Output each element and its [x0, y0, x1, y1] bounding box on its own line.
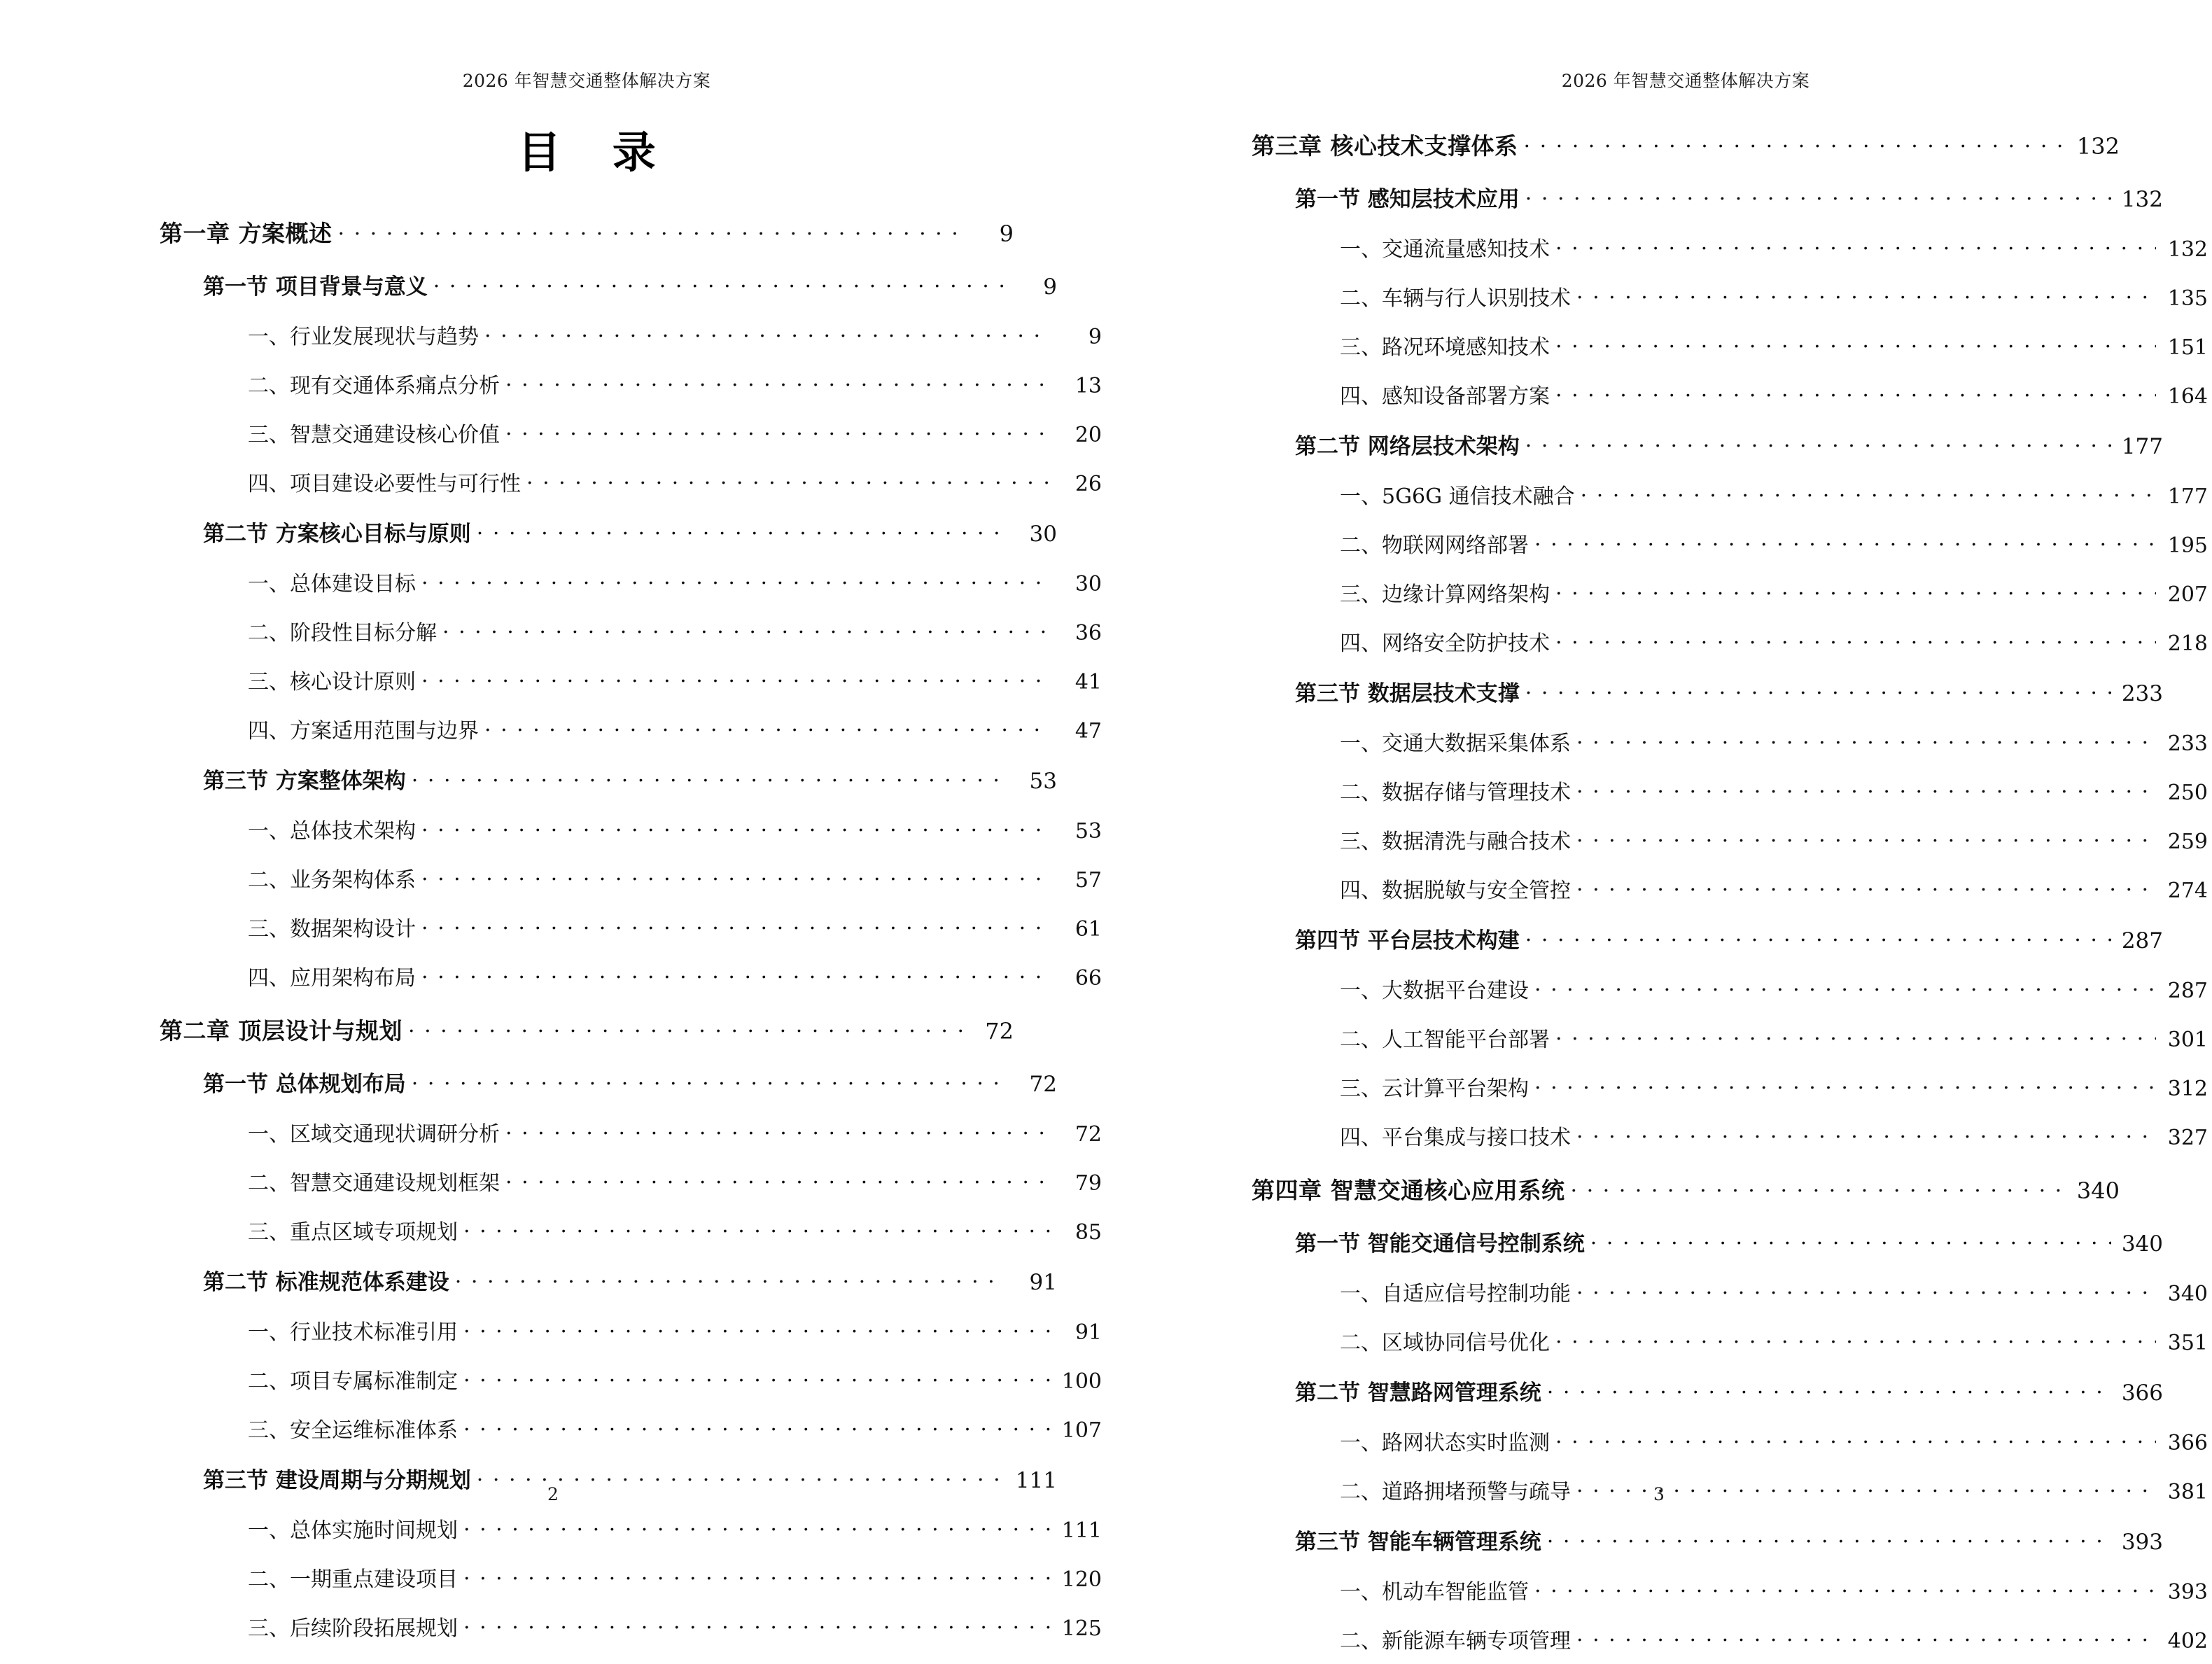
toc-entry-label: 三、数据清洗与融合技术	[1340, 830, 1571, 854]
toc-entry-sub[interactable]	[248, 409, 1102, 458]
toc-entry-label: 一、区域交通现状调研分析	[248, 1122, 500, 1147]
toc-entry-label: 第一节 项目背景与意义	[203, 274, 428, 300]
toc-entry-page-number: 274	[2167, 879, 2208, 903]
toc-entry-page-number: 287	[2167, 979, 2208, 1003]
dot-leader	[338, 218, 962, 242]
folio-left: 2	[547, 1484, 559, 1504]
toc-entry-page-number: 132	[2167, 237, 2208, 262]
toc-entry-label: 四、数据脱敏与安全管控	[1340, 879, 1571, 903]
page-right	[1106, 0, 2212, 1653]
dot-leader	[1525, 432, 2111, 454]
toc-entry-page-number: 366	[2121, 1380, 2163, 1406]
toc-entry-page-number: 125	[1061, 1616, 1102, 1641]
dot-leader	[1576, 1627, 2156, 1648]
toc-entry-label: 第一节 智能交通信号控制系统	[1295, 1231, 1585, 1257]
toc-entry-section[interactable]	[203, 754, 1057, 805]
dot-leader	[1555, 1429, 2156, 1450]
toc-entry-page-number: 250	[2167, 781, 2208, 805]
dot-leader	[1555, 1026, 2156, 1047]
toc-entry-label: 第三节 智能车辆管理系统	[1295, 1530, 1541, 1555]
toc-entry-page-number: 312	[2167, 1077, 2208, 1101]
dot-leader	[1525, 926, 2111, 948]
toc-entry-label: 三、数据架构设计	[248, 917, 416, 942]
toc-entry-page-number: 402	[2167, 1629, 2208, 1653]
dot-leader	[455, 1268, 1005, 1289]
toc-entry-sub[interactable]	[248, 1108, 1102, 1157]
toc-entry-label: 二、道路拥堵预警与疏导	[1340, 1480, 1571, 1504]
toc-entry-page-number: 41	[1074, 670, 1102, 694]
running-head-left: 2026 年智慧交通整体解决方案	[462, 71, 711, 91]
toc-entry-label: 二、物联网网络部署	[1340, 533, 1529, 558]
toc-list-right	[1252, 92, 2208, 1664]
toc-entry-page-number: 61	[1074, 917, 1102, 942]
dot-leader	[505, 1169, 1050, 1190]
toc-entry-page-number: 327	[2167, 1126, 2208, 1150]
toc-entry-label: 第四章 智慧交通核心应用系统	[1252, 1177, 1565, 1204]
dot-leader	[412, 767, 1005, 788]
dot-leader	[442, 619, 1050, 640]
dot-leader	[1555, 382, 2156, 403]
toc-entry-label: 三、边缘计算网络架构	[1340, 582, 1550, 607]
toc-entry-label: 一、总体建设目标	[248, 572, 416, 596]
toc-entry-sub[interactable]	[1340, 568, 2208, 617]
toc-entry-chapter[interactable]	[1252, 116, 2120, 172]
dot-leader	[463, 1416, 1050, 1437]
dot-leader	[421, 570, 1050, 591]
toc-entry-page-number: 151	[2167, 335, 2208, 360]
dot-leader	[421, 964, 1050, 985]
toc-entry-page-number: 53	[1074, 819, 1102, 844]
toc-entry-label: 四、应用架构布局	[248, 966, 416, 991]
toc-entry-label: 一、交通流量感知技术	[1340, 237, 1550, 262]
toc-entry-sub[interactable]	[248, 1157, 1102, 1206]
toc-entry-sub[interactable]	[248, 311, 1102, 360]
toc-entry-label: 第三节 建设周期与分期规划	[203, 1468, 471, 1493]
toc-entry-label: 第一章 方案概述	[160, 220, 332, 247]
toc-entry-sub[interactable]	[1340, 1417, 2208, 1466]
toc-entry-sub[interactable]	[248, 607, 1102, 656]
toc-entry-sub[interactable]	[248, 1504, 1102, 1553]
toc-entry-label: 二、项目专属标准制定	[248, 1369, 458, 1394]
toc-entry-sub[interactable]	[248, 952, 1102, 1001]
toc-entry-page-number: 72	[985, 1018, 1014, 1044]
dot-leader	[1534, 977, 2156, 998]
toc-entry-page-number: 135	[2167, 286, 2208, 311]
toc-entry-section[interactable]	[203, 507, 1057, 558]
toc-entry-section[interactable]	[1295, 172, 2163, 223]
toc-entry-page-number: 340	[2121, 1231, 2163, 1257]
toc-entry-sub[interactable]	[1340, 965, 2208, 1014]
toc-entry-section[interactable]	[1295, 1217, 2163, 1268]
toc-entry-sub[interactable]	[248, 1355, 1102, 1404]
toc-entry-page-number: 91	[1074, 1320, 1102, 1345]
folio-right: 3	[1653, 1484, 1665, 1504]
toc-entry-page-number: 85	[1074, 1220, 1102, 1245]
toc-entry-chapter[interactable]	[160, 1001, 1014, 1057]
dot-leader	[1547, 1378, 2111, 1400]
toc-entry-page-number: 100	[1061, 1369, 1102, 1394]
toc-entry-label: 第二章 顶层设计与规划	[160, 1017, 402, 1044]
dot-leader	[463, 1565, 1050, 1586]
dot-leader	[463, 1218, 1050, 1239]
dot-leader	[421, 817, 1050, 838]
toc-entry-page-number: 340	[2076, 1177, 2120, 1204]
dot-leader	[1525, 679, 2111, 701]
dot-leader	[1555, 235, 2156, 256]
toc-entry-page-number: 9	[999, 221, 1014, 247]
toc-entry-sub[interactable]	[1340, 767, 2208, 816]
toc-entry-label: 一、行业发展现状与趋势	[248, 325, 479, 349]
toc-entry-label: 三、核心设计原则	[248, 670, 416, 694]
dot-leader	[484, 717, 1050, 738]
toc-entry-label: 四、网络安全防护技术	[1340, 631, 1550, 656]
toc-entry-page-number: 53	[1029, 769, 1057, 794]
toc-entry-page-number: 195	[2167, 533, 2208, 558]
toc-entry-page-number: 30	[1074, 572, 1102, 596]
dot-leader	[1576, 876, 2156, 897]
toc-entry-sub[interactable]	[1340, 370, 2208, 419]
toc-entry-label: 二、车辆与行人识别技术	[1340, 286, 1571, 311]
toc-entry-label: 三、智慧交通建设核心价值	[248, 423, 500, 447]
toc-entry-sub[interactable]	[1340, 321, 2208, 370]
dot-leader	[1555, 629, 2156, 650]
toc-entry-label: 二、区域协同信号优化	[1340, 1331, 1550, 1355]
dot-leader	[463, 1614, 1050, 1635]
toc-entry-sub[interactable]	[248, 656, 1102, 705]
toc-entry-page-number: 177	[2167, 484, 2208, 509]
toc-entry-sub[interactable]	[1340, 617, 2208, 666]
toc-entry-label: 一、交通大数据采集体系	[1340, 732, 1571, 756]
dot-leader	[505, 1120, 1050, 1141]
dot-leader	[1576, 827, 2156, 848]
toc-entry-label: 四、平台集成与接口技术	[1340, 1126, 1571, 1150]
toc-entry-sub[interactable]	[248, 1553, 1102, 1602]
toc-entry-page-number: 177	[2121, 434, 2163, 459]
toc-entry-page-number: 233	[2121, 681, 2163, 706]
dot-leader	[433, 272, 1005, 294]
toc-entry-page-number: 301	[2167, 1028, 2208, 1052]
toc-entry-page-number: 351	[2167, 1331, 2208, 1355]
toc-entry-label: 四、方案适用范围与边界	[248, 719, 479, 743]
toc-entry-page-number: 20	[1074, 423, 1102, 447]
dot-leader	[1576, 284, 2156, 305]
toc-entry-sub[interactable]	[1340, 865, 2208, 914]
toc-entry-sub[interactable]	[1340, 1317, 2208, 1366]
toc-entry-page-number: 233	[2167, 732, 2208, 756]
toc-entry-label: 三、路况环境感知技术	[1340, 335, 1550, 360]
toc-entry-page-number: 393	[2121, 1530, 2163, 1555]
toc-entry-page-number: 13	[1074, 374, 1102, 398]
toc-entry-page-number: 287	[2121, 928, 2163, 953]
dot-leader	[484, 323, 1050, 344]
dot-leader	[477, 519, 1005, 541]
dot-leader	[505, 421, 1050, 442]
toc-entry-section[interactable]	[203, 1057, 1057, 1108]
dot-leader	[412, 1070, 1005, 1091]
toc-entry-sub[interactable]	[248, 805, 1102, 854]
toc-entry-page-number: 340	[2167, 1282, 2208, 1306]
toc-entry-page-number: 120	[1061, 1567, 1102, 1592]
toc-entry-label: 一、行业技术标准引用	[248, 1320, 458, 1345]
toc-entry-label: 二、人工智能平台部署	[1340, 1028, 1550, 1052]
toc-entry-page-number: 107	[1061, 1418, 1102, 1443]
toc-entry-section[interactable]	[1295, 1515, 2163, 1566]
toc-entry-label: 一、大数据平台建设	[1340, 979, 1529, 1003]
dot-leader	[1547, 1527, 2111, 1549]
toc-entry-chapter[interactable]	[160, 204, 1014, 260]
toc-entry-section[interactable]	[1295, 914, 2163, 965]
toc-entry-page-number: 57	[1074, 868, 1102, 893]
dot-leader	[421, 668, 1050, 689]
toc-entry-sub[interactable]	[1340, 470, 2208, 519]
toc-entry-sub[interactable]	[248, 854, 1102, 903]
dot-leader	[1576, 1280, 2156, 1301]
toc-entry-sub[interactable]	[248, 705, 1102, 754]
toc-entry-page-number: 26	[1074, 472, 1102, 496]
toc-entry-page-number: 66	[1074, 966, 1102, 991]
toc-entry-sub[interactable]	[248, 360, 1102, 409]
dot-leader	[463, 1367, 1050, 1388]
toc-entry-sub[interactable]	[1340, 1615, 2208, 1664]
dot-leader	[1576, 778, 2156, 799]
toc-entry-page-number: 47	[1074, 719, 1102, 743]
toc-entry-label: 第二节 智慧路网管理系统	[1295, 1380, 1541, 1406]
toc-entry-label: 第三节 数据层技术支撑	[1295, 681, 1520, 706]
toc-entry-label: 三、安全运维标准体系	[248, 1418, 458, 1443]
toc-entry-sub[interactable]	[1340, 718, 2208, 767]
toc-entry-sub[interactable]	[1340, 1112, 2208, 1161]
toc-entry-sub[interactable]	[1340, 1063, 2208, 1112]
toc-entry-label: 四、感知设备部署方案	[1340, 384, 1550, 409]
toc-entry-page-number: 72	[1074, 1122, 1102, 1147]
toc-entry-page-number: 9	[1043, 274, 1057, 300]
toc-entry-chapter[interactable]	[1252, 1161, 2120, 1217]
toc-entry-label: 三、重点区域专项规划	[248, 1220, 458, 1245]
toc-entry-page-number: 164	[2167, 384, 2208, 409]
toc-entry-sub[interactable]	[248, 1602, 1102, 1651]
dot-leader	[1571, 1175, 2068, 1198]
toc-entry-sub[interactable]	[1340, 1014, 2208, 1063]
toc-entry-label: 四、项目建设必要性与可行性	[248, 472, 521, 496]
toc-entry-sub[interactable]	[1340, 816, 2208, 865]
toc-entry-page-number: 132	[2121, 187, 2163, 212]
toc-entry-sub[interactable]	[1340, 272, 2208, 321]
toc-entry-label: 三、后续阶段拓展规划	[248, 1616, 458, 1641]
toc-entry-label: 一、机动车智能监管	[1340, 1580, 1529, 1604]
toc-entry-page-number: 111	[1061, 1518, 1102, 1543]
toc-entry-page-number: 207	[2167, 582, 2208, 607]
dot-leader	[421, 915, 1050, 936]
toc-entry-label: 一、自适应信号控制功能	[1340, 1282, 1571, 1306]
toc-entry-label: 第三章 核心技术支撑体系	[1252, 132, 1518, 160]
page-left	[0, 0, 1106, 1641]
toc-entry-label: 一、总体技术架构	[248, 819, 416, 844]
toc-entry-sub[interactable]	[248, 1404, 1102, 1453]
dot-leader	[1555, 1329, 2156, 1350]
toc-entry-page-number: 381	[2167, 1480, 2208, 1504]
toc-entry-page-number: 72	[1029, 1072, 1057, 1097]
toc-entry-label: 二、业务架构体系	[248, 868, 416, 893]
toc-entry-page-number: 259	[2167, 830, 2208, 854]
toc-entry-page-number: 111	[1015, 1468, 1057, 1493]
dot-leader	[1590, 1229, 2111, 1251]
toc-entry-page-number: 366	[2167, 1431, 2208, 1455]
toc-entry-label: 第四节 平台层技术构建	[1295, 928, 1520, 953]
toc-entry-sub[interactable]	[248, 903, 1102, 952]
toc-entry-page-number: 79	[1074, 1171, 1102, 1196]
toc-entry-label: 二、新能源车辆专项管理	[1340, 1629, 1571, 1653]
dot-leader	[1534, 1578, 2156, 1599]
toc-entry-label: 二、阶段性目标分解	[248, 621, 437, 645]
toc-entry-label: 三、云计算平台架构	[1340, 1077, 1529, 1101]
toc-entry-label: 二、数据存储与管理技术	[1340, 781, 1571, 805]
toc-entry-sub[interactable]	[248, 1306, 1102, 1355]
dot-leader	[1555, 580, 2156, 601]
toc-entry-page-number: 218	[2167, 631, 2208, 656]
toc-entry-page-number: 91	[1029, 1270, 1057, 1295]
toc-entry-sub[interactable]	[1340, 1268, 2208, 1317]
toc-entry-section[interactable]	[203, 260, 1057, 311]
dot-leader	[1581, 482, 2156, 503]
toc-entry-page-number: 132	[2076, 133, 2120, 160]
toc-entry-sub[interactable]	[1340, 519, 2208, 568]
toc-entry-page-number: 393	[2167, 1580, 2208, 1604]
toc-entry-label: 第二节 标准规范体系建设	[203, 1270, 449, 1295]
dot-leader	[421, 866, 1050, 887]
dot-leader	[1555, 333, 2156, 354]
dot-leader	[1534, 1075, 2156, 1096]
toc-entry-label: 一、总体实施时间规划	[248, 1518, 458, 1543]
toc-entry-sub[interactable]	[248, 558, 1102, 607]
toc-entry-section[interactable]	[1295, 1366, 2163, 1417]
toc-entry-sub[interactable]	[1340, 223, 2208, 272]
toc-entry-label: 二、一期重点建设项目	[248, 1567, 458, 1592]
running-head-right: 2026 年智慧交通整体解决方案	[1561, 71, 1810, 91]
dot-leader	[463, 1516, 1050, 1537]
dot-leader	[1576, 1124, 2156, 1145]
dot-leader	[1524, 131, 2068, 154]
toc-entry-label: 第二节 网络层技术架构	[1295, 434, 1520, 459]
toc-entry-label: 第三节 方案整体架构	[203, 769, 406, 794]
page-title: 目 录	[517, 127, 674, 178]
dot-leader	[1534, 531, 2156, 552]
dot-leader	[408, 1016, 962, 1039]
toc-entry-sub[interactable]	[248, 458, 1102, 507]
toc-entry-section[interactable]	[1295, 419, 2163, 470]
dot-leader	[526, 470, 1050, 491]
toc-entry-sub[interactable]	[248, 1206, 1102, 1255]
toc-entry-page-number: 9	[1088, 325, 1102, 349]
toc-entry-label: 二、智慧交通建设规划框架	[248, 1171, 500, 1196]
toc-entry-sub[interactable]	[1340, 1566, 2208, 1615]
dot-leader	[463, 1318, 1050, 1339]
dot-leader	[505, 372, 1050, 393]
dot-leader	[1576, 729, 2156, 750]
toc-entry-label: 一、5G6G 通信技术融合	[1340, 484, 1575, 509]
toc-entry-page-number: 36	[1074, 621, 1102, 645]
toc-entry-label: 第二节 方案核心目标与原则	[203, 522, 471, 547]
toc-entry-label: 一、路网状态实时监测	[1340, 1431, 1550, 1455]
toc-list-left	[160, 204, 1102, 1651]
dot-leader	[1525, 185, 2111, 207]
toc-entry-label: 第一节 感知层技术应用	[1295, 187, 1520, 212]
toc-entry-page-number: 30	[1029, 522, 1057, 547]
toc-entry-section[interactable]	[1295, 666, 2163, 718]
toc-entry-label: 第一节 总体规划布局	[203, 1072, 406, 1097]
toc-entry-section[interactable]	[203, 1255, 1057, 1306]
toc-entry-label: 二、现有交通体系痛点分析	[248, 374, 500, 398]
